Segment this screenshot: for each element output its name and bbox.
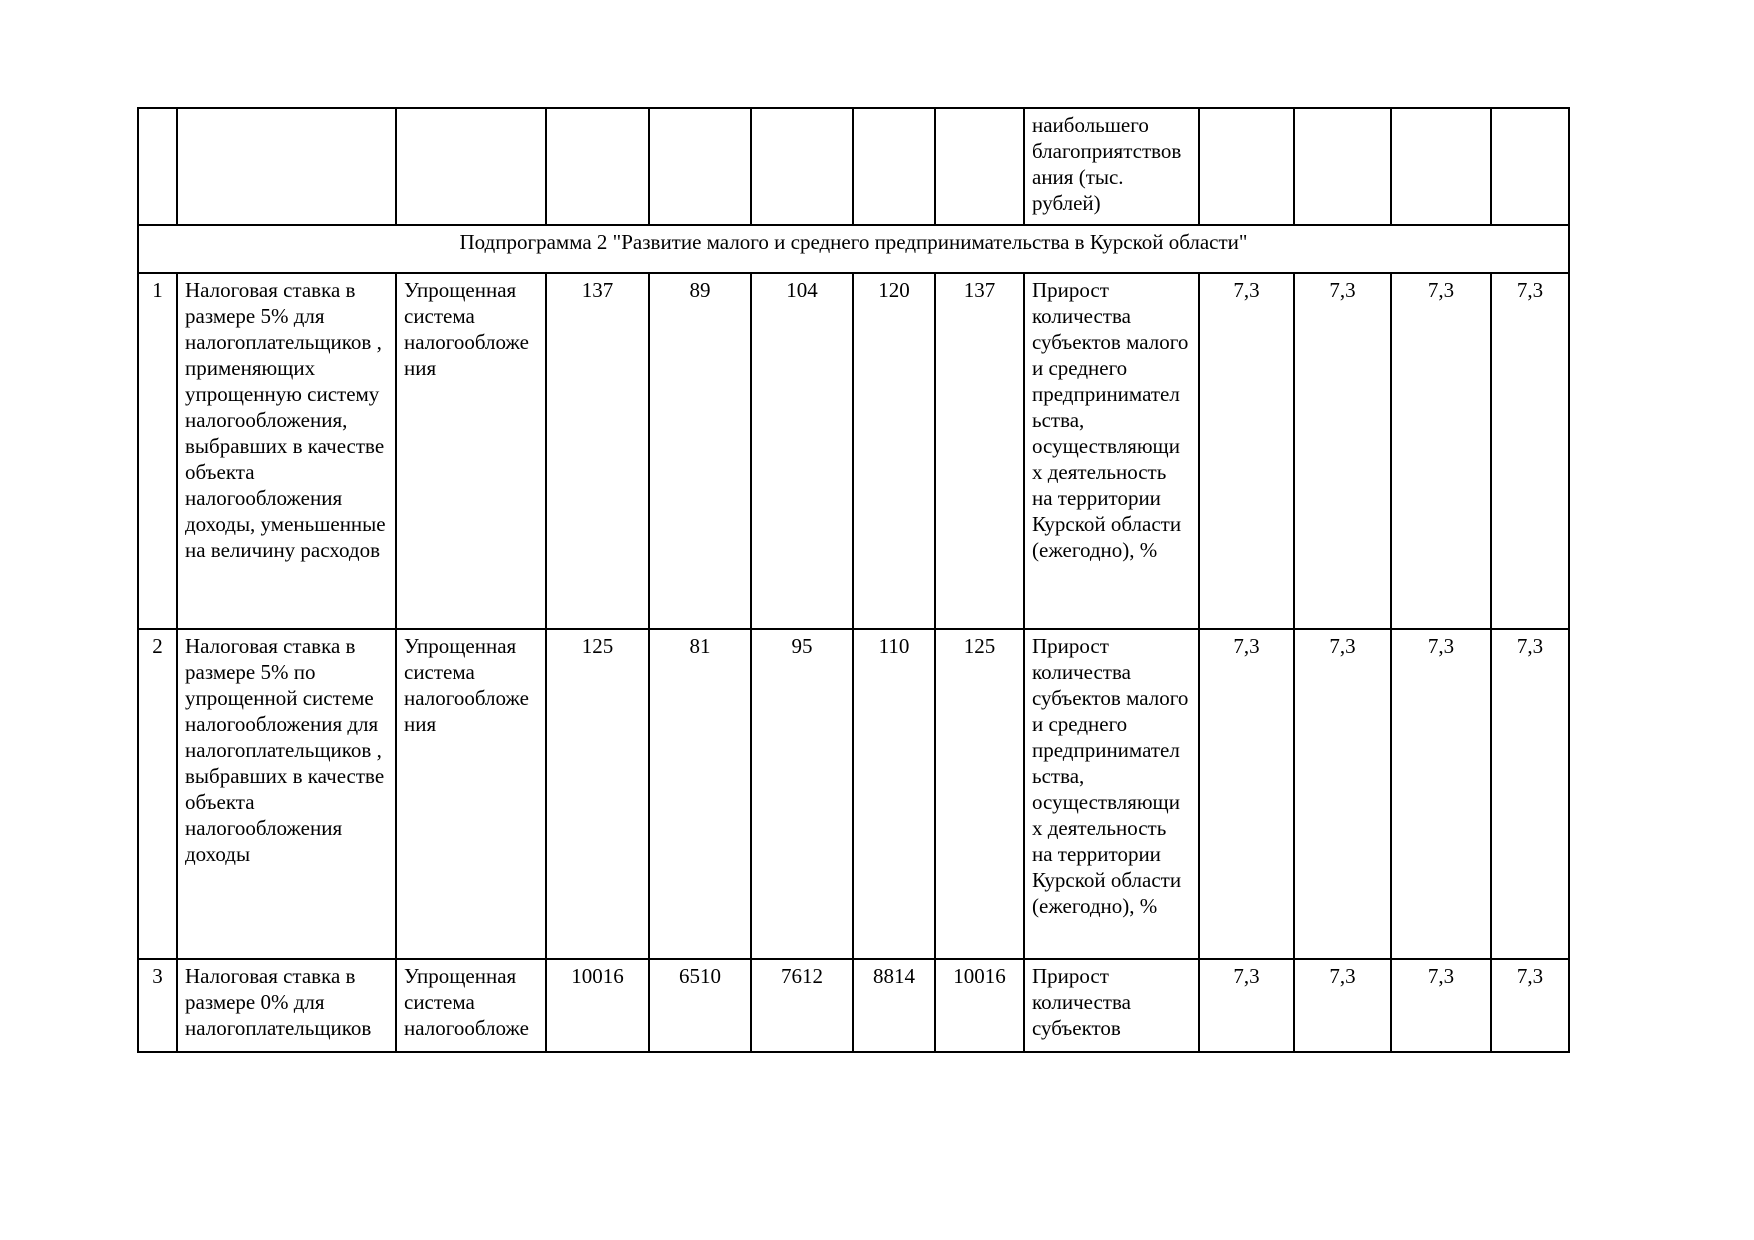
value-cell: 104: [751, 273, 853, 629]
percent-cell: [1199, 108, 1294, 225]
tax-system-cell: [396, 108, 546, 225]
row-number-cell: 2: [138, 629, 177, 959]
indicator-continuation-cell: наибольшего благоприятствов ания (тыс. рублей): [1024, 108, 1199, 225]
subprogram-header-cell: Подпрограмма 2 "Развитие малого и среднего предпринимательства в Курской области": [138, 225, 1569, 273]
percent-cell: [1294, 108, 1391, 225]
table-row: [138, 959, 1569, 1052]
value-cell: 10016: [546, 959, 649, 1052]
value-cell: 89: [649, 273, 751, 629]
indicator-cell: Прирост количества субъектов малого и среднего предпринимател ьства, осуществляющи х деятельность на территории Курской области (ежегодно), %: [1024, 273, 1199, 629]
value-cell: 125: [935, 629, 1024, 959]
measure-cell: Налоговая ставка в размере 5% для налогоплательщиков , применяющих упрощенную систему налогообложения, выбравших в качестве объекта налогообложения доходы, уменьшенные на величину расходов: [177, 273, 396, 629]
measure-cell: Налоговая ставка в размере 0% для налогоплательщиков: [177, 959, 396, 1052]
value-cell: 137: [546, 273, 649, 629]
percent-cell: [1491, 108, 1569, 225]
value-cell: 8814: [853, 959, 935, 1052]
percent-cell: 7,3: [1491, 273, 1569, 629]
tax-system-cell: Упрощенная система налогообложе ния: [396, 273, 546, 629]
measure-cell: Налоговая ставка в размере 5% по упрощенной системе налогообложения для налогоплательщиков , выбравших в качестве объекта налогообложения доходы: [177, 629, 396, 959]
tax-system-cell: Упрощенная система налогообложе: [396, 959, 546, 1052]
value-cell: 110: [853, 629, 935, 959]
value-cell: 10016: [935, 959, 1024, 1052]
tax-system-cell: Упрощенная система налогообложе ния: [396, 629, 546, 959]
value-cell: [935, 108, 1024, 225]
row-number-cell: 1: [138, 273, 177, 629]
value-cell: [649, 108, 751, 225]
value-cell: 137: [935, 273, 1024, 629]
indicator-cell: Прирост количества субъектов: [1024, 959, 1199, 1052]
percent-cell: 7,3: [1199, 273, 1294, 629]
value-cell: [751, 108, 853, 225]
value-cell: 7612: [751, 959, 853, 1052]
percent-cell: 7,3: [1491, 629, 1569, 959]
continuation-row: [138, 108, 1569, 225]
percent-cell: 7,3: [1294, 273, 1391, 629]
percent-cell: 7,3: [1294, 629, 1391, 959]
value-cell: 120: [853, 273, 935, 629]
value-cell: 6510: [649, 959, 751, 1052]
value-cell: 95: [751, 629, 853, 959]
table-row: [138, 273, 1569, 629]
value-cell: [853, 108, 935, 225]
percent-cell: 7,3: [1294, 959, 1391, 1052]
percent-cell: 7,3: [1199, 629, 1294, 959]
measure-cell: [177, 108, 396, 225]
value-cell: 81: [649, 629, 751, 959]
tax-measures-table: [137, 107, 1570, 1053]
value-cell: 125: [546, 629, 649, 959]
percent-cell: 7,3: [1391, 273, 1491, 629]
percent-cell: 7,3: [1199, 959, 1294, 1052]
value-cell: [546, 108, 649, 225]
percent-cell: 7,3: [1391, 959, 1491, 1052]
row-number-cell: 3: [138, 959, 177, 1052]
subprogram-header-row: [138, 225, 1569, 273]
row-number-cell: [138, 108, 177, 225]
percent-cell: [1391, 108, 1491, 225]
percent-cell: 7,3: [1491, 959, 1569, 1052]
indicator-cell: Прирост количества субъектов малого и среднего предпринимател ьства, осуществляющи х деятельность на территории Курской области (ежегодно), %: [1024, 629, 1199, 959]
percent-cell: 7,3: [1391, 629, 1491, 959]
table-row: [138, 629, 1569, 959]
